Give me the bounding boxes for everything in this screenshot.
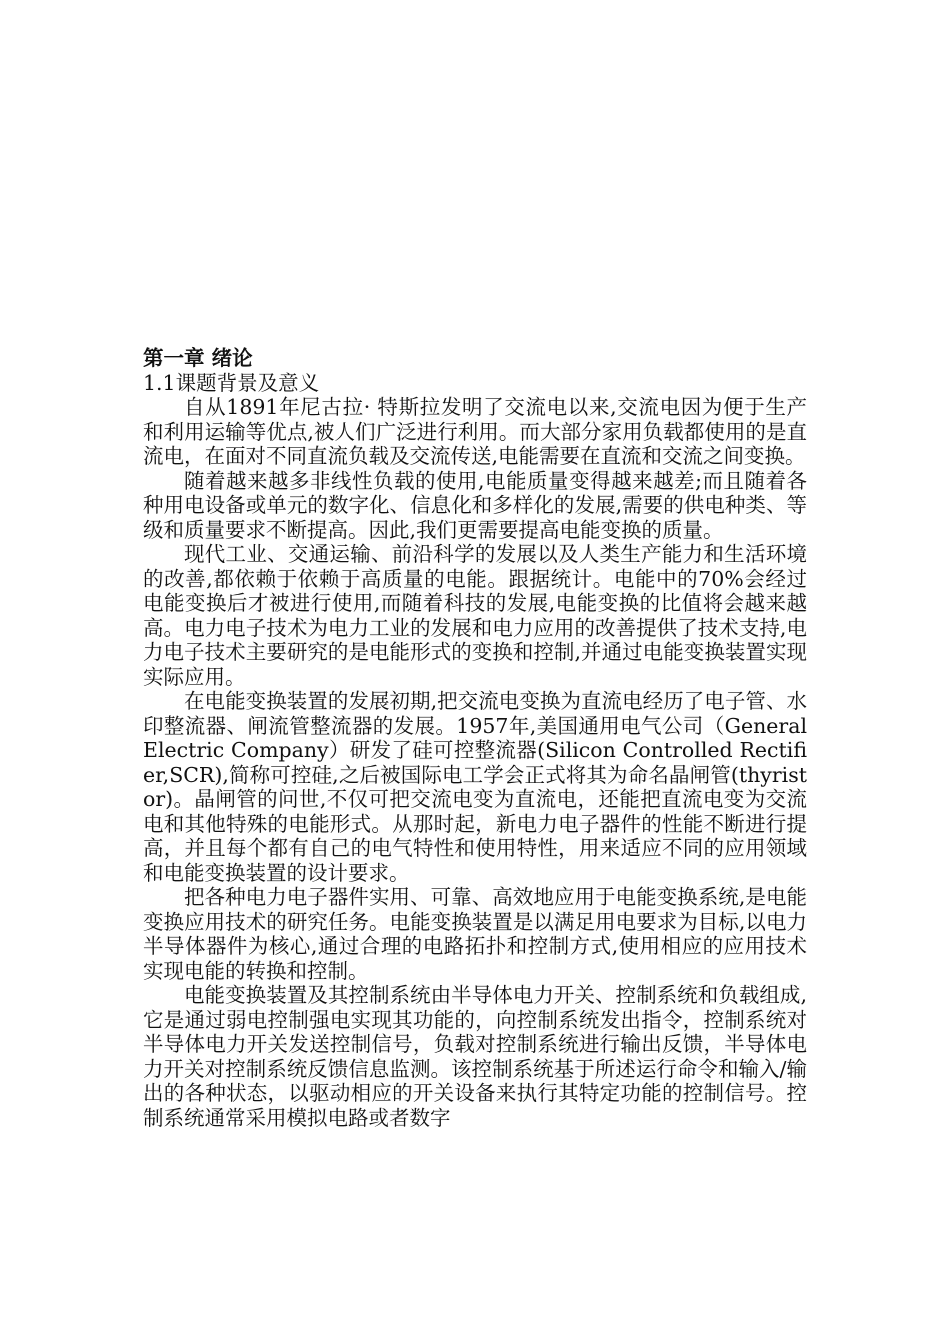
paragraph-3: 现代工业、交通运输、前沿科学的发展以及人类生产能力和生活环境的改善,都依赖于依赖于高质量的电能。跟据统计。电能中的70%会经过电能变换后才被进行使用,而随着科技的发展,电能变换的比值将会越来越高。电力电子技术为电力工业的发展和电力应用的改善提供了技术支持,电力电子技术主要研究的是电能形式的变换和控制,并通过电能变换装置实现实际应用。	[143, 542, 807, 689]
section-title: 1.1课题背景及意义	[143, 370, 320, 395]
paragraph-2: 随着越来越多非线性负载的使用,电能质量变得越来越差;而且随着各种用电设备或单元的数字化、信息化和多样化的发展,需要的供电种类、等级和质量要求不断提高。因此,我们更需要提高电能变换的质量。	[143, 468, 807, 542]
paragraph-5: 把各种电力电子器件实用、可靠、高效地应用于电能变换系统,是电能变换应用技术的研究任务。电能变换装置是以满足用电要求为目标,以电力半导体器件为核心,通过合理的电路拓扑和控制方式,使用相应的应用技术实现电能的转换和控制。	[143, 885, 807, 983]
chapter-title: 第一章 绪论	[143, 346, 253, 370]
document-body	[143, 346, 807, 1130]
paragraph-1: 自从1891年尼古拉· 特斯拉发明了交流电以来,交流电因为便于生产和利用运输等优点,被人们广泛进行利用。而大部分家用负载都使用的是直流电，在面对不同直流负载及交流传送,电能需要在直流和交流之间变换。	[143, 395, 807, 468]
paragraph-6: 电能变换装置及其控制系统由半导体电力开关、控制系统和负载组成,它是通过弱电控制强电实现其功能的，向控制系统发出指令，控制系统对半导体电力开关发送控制信号，负载对控制系统进行输出反馈，半导体电力开关对控制系统反馈信息监测。该控制系统基于所述运行命令和输入/输出的各种状态，以驱动相应的开关设备来执行其特定功能的控制信号。控制系统通常采用模拟电路或者数字	[143, 983, 807, 1130]
paragraph-4: 在电能变换装置的发展初期,把交流电变换为直流电经历了电子管、水印整流器、闸流管整流器的发展。1957年,美国通用电气公司（General Electric Company）研发了硅可控整流器(Silicon Controlled Rectifier,SCR),简称可控硅,之后被国际电工学会正式将其为命名晶闸管(thyristor)。晶闸管的问世,不仅可把交流电变为直流电，还能把直流电变为交流电和其他特殊的电能形式。从那时起，新电力电子器件的性能不断进行提高，并且每个都有自己的电气特性和使用特性，用来适应不同的应用领域和电能变换装置的设计要求。	[143, 689, 807, 885]
